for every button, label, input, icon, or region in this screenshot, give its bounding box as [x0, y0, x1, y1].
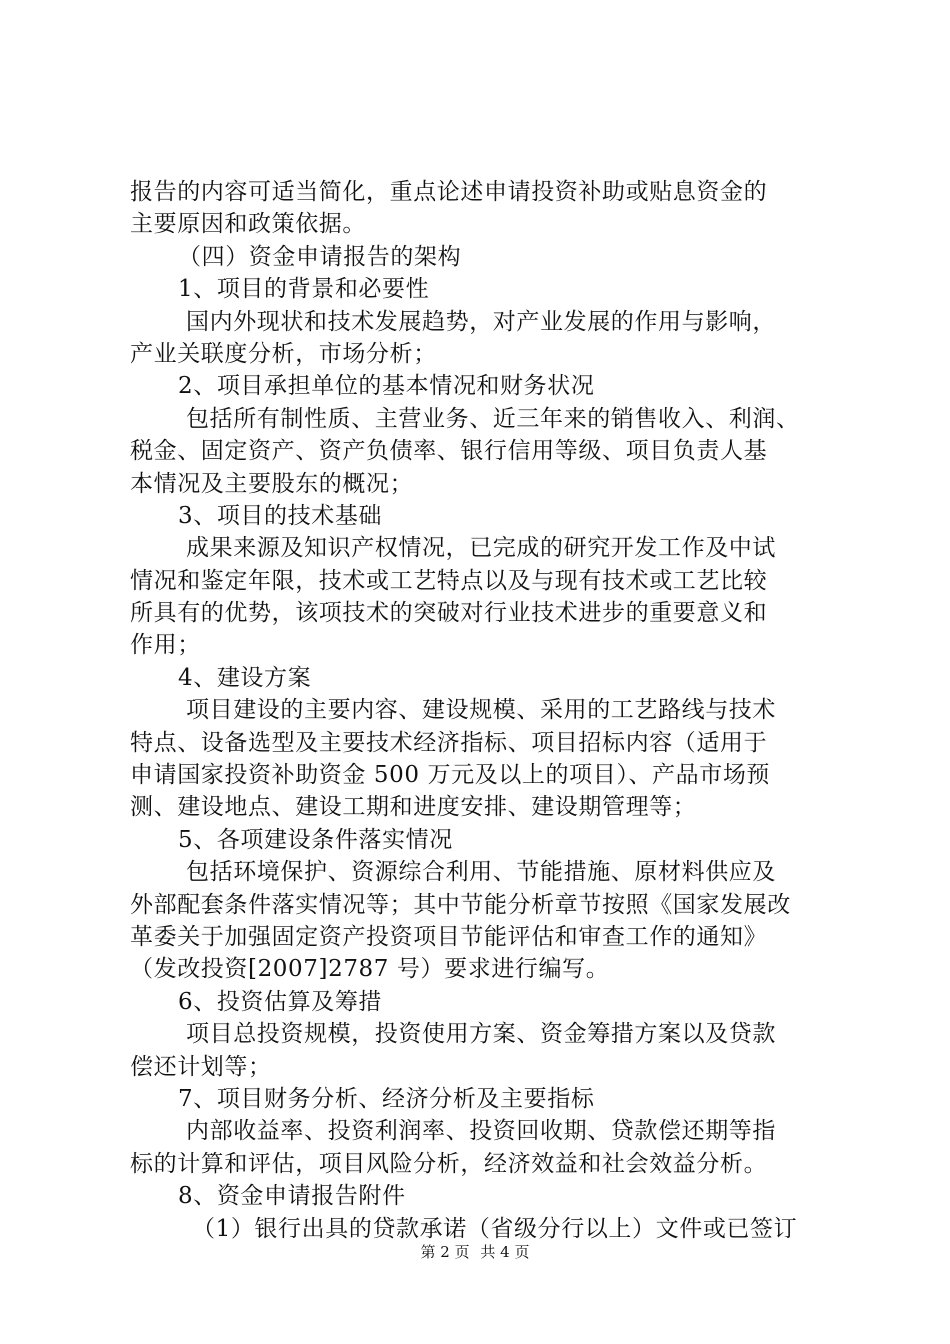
- paragraph-line: 税金、固定资产、资产负债率、银行信用等级、项目负责人基: [130, 438, 768, 465]
- section-heading: （四）资金申请报告的架构: [178, 243, 462, 270]
- page-total: 共 4 页: [480, 1243, 530, 1261]
- paragraph-line: 作用；: [130, 632, 201, 659]
- paragraph-line: 内部收益率、投资利润率、投资回收期、贷款偿还期等指: [186, 1118, 776, 1145]
- paragraph-line: 偿还计划等；: [130, 1053, 272, 1080]
- item-heading: 1、项目的背景和必要性: [178, 276, 430, 303]
- item-heading: 6、投资估算及筹措: [178, 988, 383, 1015]
- paragraph-line: 国内外现状和技术发展趋势，对产业发展的作用与影响，: [186, 308, 776, 335]
- paragraph-line: 革委关于加强固定资产投资项目节能评估和审查工作的通知》: [130, 923, 768, 950]
- paragraph-line: 包括环境保护、资源综合利用、节能措施、原材料供应及: [186, 859, 776, 886]
- item-heading: 7、项目财务分析、经济分析及主要指标: [178, 1085, 595, 1112]
- paragraph-line: 测、建设地点、建设工期和进度安排、建设期管理等；: [130, 794, 697, 821]
- paragraph-line: 主要原因和政策依据。: [130, 211, 366, 238]
- paragraph-line: 项目总投资规模，投资使用方案、资金筹措方案以及贷款: [186, 1021, 776, 1048]
- item-heading: 4、建设方案: [178, 664, 312, 691]
- paragraph-line: 产业关联度分析，市场分析；: [130, 340, 437, 367]
- paragraph-line: 特点、设备选型及主要技术经济指标、项目招标内容（适用于: [130, 729, 768, 756]
- item-heading: 5、各项建设条件落实情况: [178, 826, 453, 853]
- paragraph-line: 所具有的优势，该项技术的突破对行业技术进步的重要意义和: [130, 600, 768, 627]
- paragraph-line: 本情况及主要股东的概况；: [130, 470, 414, 497]
- paragraph-line: 外部配套条件落实情况等；其中节能分析章节按照《国家发展改: [130, 891, 791, 918]
- item-heading: 2、项目承担单位的基本情况和财务状况: [178, 373, 595, 400]
- paragraph-line: 申请国家投资补助资金 500 万元及以上的项目）、产品市场预: [130, 762, 771, 789]
- paragraph-line: （发改投资[2007]2787 号）要求进行编写。: [130, 956, 610, 983]
- paragraph-line: 情况和鉴定年限，技术或工艺特点以及与现有技术或工艺比较: [130, 567, 768, 594]
- document-body: [130, 176, 835, 1245]
- paragraph-line: 项目建设的主要内容、建设规模、采用的工艺路线与技术: [186, 697, 776, 724]
- paragraph-line: （1）银行出具的贷款承诺（省级分行以上）文件或已签订: [192, 1215, 798, 1242]
- paragraph-line: 包括所有制性质、主营业务、近三年来的销售收入、利润、: [186, 405, 800, 432]
- paragraph-line: 成果来源及知识产权情况，已完成的研究开发工作及中试: [186, 535, 776, 562]
- page-footer: [0, 1242, 950, 1262]
- paragraph-line: 标的计算和评估，项目风险分析，经济效益和社会效益分析。: [130, 1150, 768, 1177]
- item-heading: 3、项目的技术基础: [178, 502, 383, 529]
- paragraph-line: 报告的内容可适当简化，重点论述申请投资补助或贴息资金的: [130, 179, 768, 205]
- item-heading: 8、资金申请报告附件: [178, 1183, 406, 1210]
- page-number: 第 2 页: [420, 1243, 470, 1261]
